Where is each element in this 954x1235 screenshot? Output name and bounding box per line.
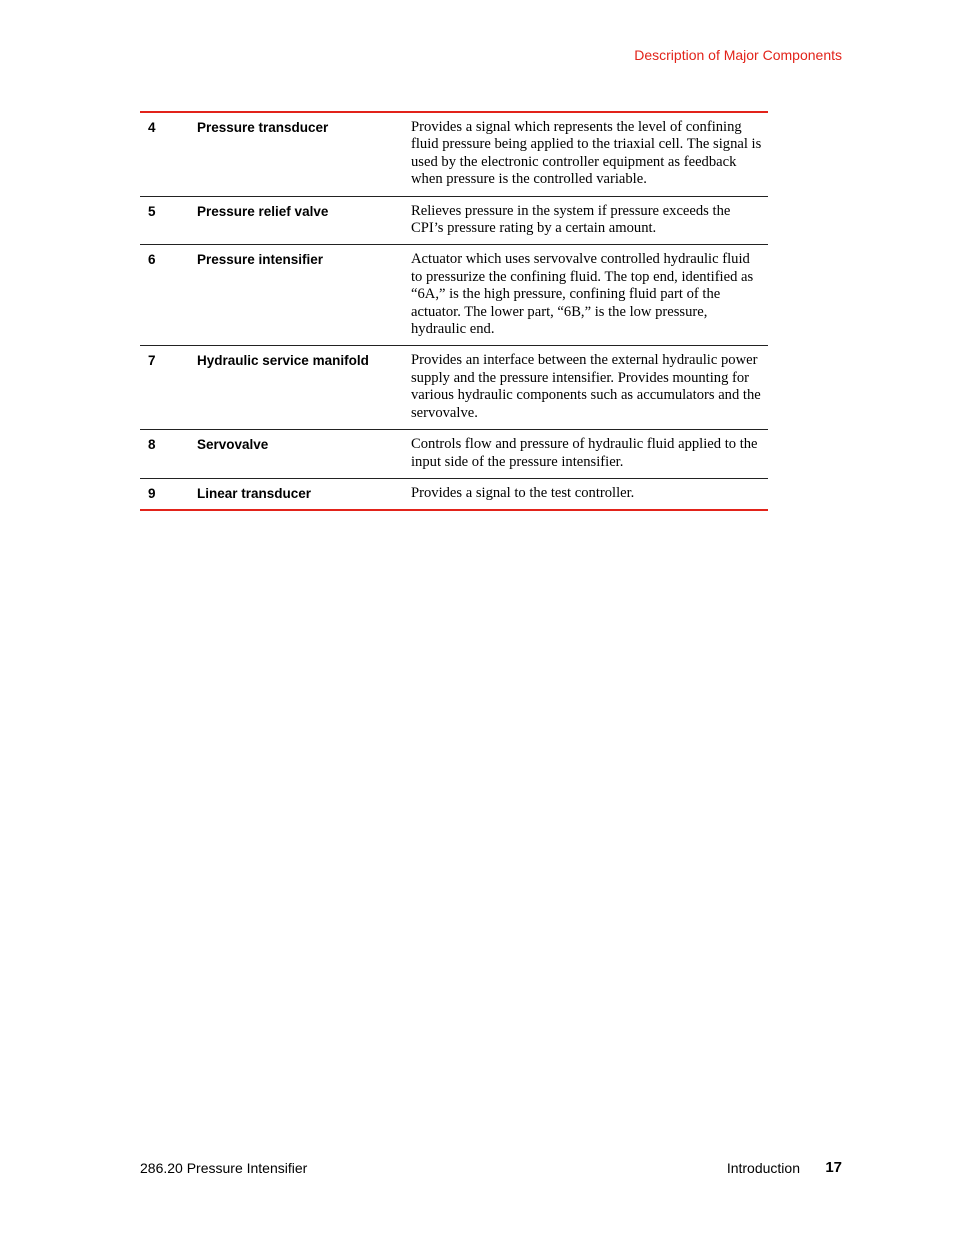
component-description: Actuator which uses servovalve controlled hydraulic fluid to pressurize the confining fluid. The top end, identified as “6A,” is the high pressure, confining fluid part of the actuator. The lower part, “6B,” is the low pressure, hydraulic end. — [411, 251, 754, 338]
table-row — [140, 113, 768, 197]
table-row — [140, 245, 768, 346]
component-name: Pressure transducer — [197, 120, 329, 135]
table-row — [140, 430, 768, 479]
running-header-title: Description of Major Components — [634, 47, 842, 63]
component-description: Relieves pressure in the system if pressure exceeds the CPI’s pressure rating by a certain amount. — [411, 202, 731, 237]
page-number: 17 — [825, 1159, 842, 1176]
component-description: Provides an interface between the external hydraulic power supply and the pressure intensifier. Provides mounting for various hydraulic components such as accumulators and the servovalve. — [411, 352, 761, 421]
component-number: 8 — [148, 437, 156, 453]
component-name: Servovalve — [197, 437, 269, 453]
footer-document-title: 286.20 Pressure Intensifier — [140, 1160, 308, 1176]
component-description: Provides a signal which represents the level of confining fluid pressure being applied to the triaxial cell. The signal is used by the electronic controller equipment as feedback when pressure is the controlled variable. — [411, 119, 762, 188]
component-description: Provides a signal to the test controller. — [411, 484, 635, 501]
footer-chapter: Introduction — [726, 1160, 800, 1176]
component-name: Hydraulic service manifold — [197, 353, 369, 369]
component-name: Pressure relief valve — [197, 203, 329, 219]
component-number: 4 — [148, 120, 156, 135]
components-table — [140, 111, 768, 511]
component-number: 6 — [148, 252, 156, 268]
component-description: Controls flow and pressure of hydraulic fluid applied to the input side of the pressure intensifier. — [411, 436, 758, 470]
component-number: 5 — [148, 203, 156, 219]
table-row — [140, 197, 768, 246]
component-number: 7 — [148, 353, 156, 369]
table-row — [140, 346, 768, 430]
component-name: Pressure intensifier — [197, 252, 324, 268]
component-number: 9 — [148, 485, 156, 501]
table-row — [140, 479, 768, 509]
component-name: Linear transducer — [197, 485, 312, 501]
